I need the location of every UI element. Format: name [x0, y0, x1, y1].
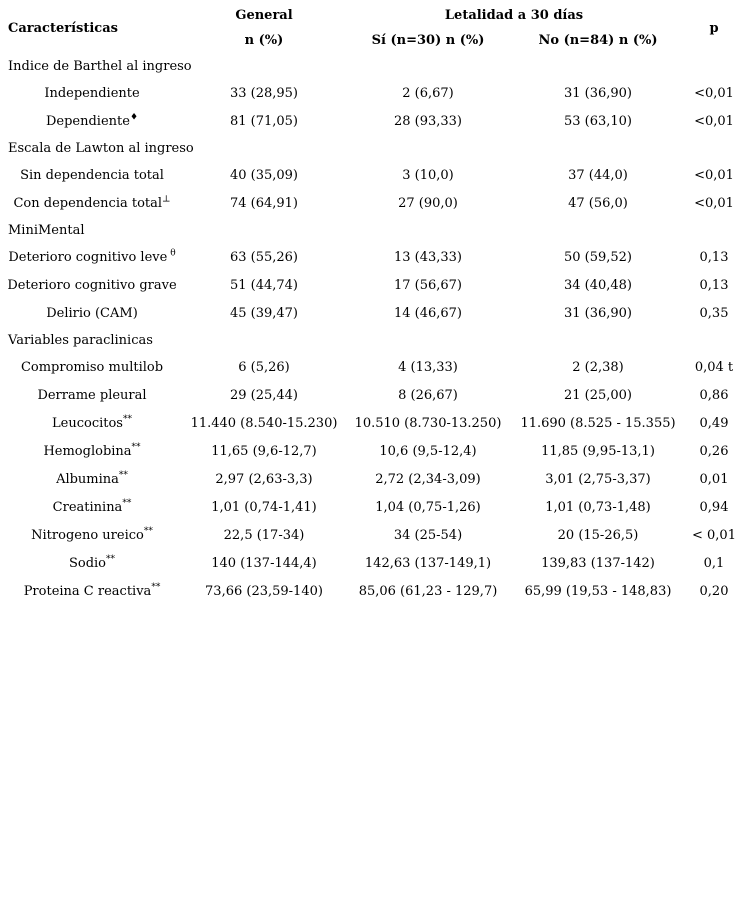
cell-general: 63 (55,26)	[229, 249, 299, 265]
cell-yes: 3 (10,0)	[402, 167, 454, 183]
row-label: Dependiente♦	[45, 112, 139, 129]
cell-general: 45 (39,47)	[229, 305, 299, 321]
table-row	[0, 108, 744, 136]
cell-general: 29 (25,44)	[229, 387, 299, 403]
cell-general: 2,97 (2,63-3,3)	[215, 471, 313, 487]
row-label: Derrame pleural	[37, 387, 147, 403]
cell-no: 21 (25,00)	[563, 387, 633, 403]
cell-general: 6 (5,26)	[238, 359, 290, 375]
column-header-p: p	[709, 20, 719, 36]
cell-no: 139,83 (137-142)	[541, 555, 655, 571]
table-section-row	[0, 328, 744, 354]
footnote-marker: **	[143, 526, 153, 537]
cell-yes: 27 (90,0)	[398, 195, 458, 211]
table-section-row	[0, 136, 744, 162]
footnote-marker: ⊥	[162, 194, 171, 205]
row-label: Leucocitos**	[52, 414, 132, 431]
cell-general: 51 (44,74)	[229, 277, 299, 293]
cell-p: 0,13	[699, 277, 729, 293]
cell-no: 11.690 (8.525 - 15.355)	[520, 415, 676, 431]
table-row	[0, 522, 744, 550]
table-header	[0, 4, 744, 54]
cell-general: 1,01 (0,74-1,41)	[211, 499, 317, 515]
row-label: Delirio (CAM)	[46, 305, 138, 321]
footnote-marker: **	[151, 582, 161, 593]
section-label: MiniMental	[8, 222, 85, 238]
cell-yes: 13 (43,33)	[393, 249, 463, 265]
footnote-marker: **	[131, 442, 141, 453]
cell-yes: 8 (26,67)	[398, 387, 458, 403]
cell-yes: 1,04 (0,75-1,26)	[375, 499, 481, 515]
footnote-marker: **	[122, 414, 132, 425]
cell-p: 0,49	[699, 415, 729, 431]
table-row	[0, 410, 744, 438]
cell-no: 2 (2,38)	[572, 359, 624, 375]
column-header-general-n: n (%)	[244, 33, 284, 49]
cell-general: 74 (64,91)	[229, 195, 299, 211]
row-label: Albumina**	[56, 470, 128, 487]
cell-yes: 14 (46,67)	[393, 305, 463, 321]
cell-yes: 17 (56,67)	[393, 277, 463, 293]
row-label: Compromiso multilob	[20, 359, 164, 375]
row-label: Creatinina**	[52, 498, 132, 515]
cell-no: 1,01 (0,73-1,48)	[545, 499, 651, 515]
cell-general: 73,66 (23,59-140)	[205, 583, 323, 599]
cell-no: 3,01 (2,75-3,37)	[545, 471, 651, 487]
table-body	[0, 54, 744, 606]
cell-yes: 4 (13,33)	[398, 359, 458, 375]
cell-p: 0,35	[699, 305, 729, 321]
cell-yes: 28 (93,33)	[393, 113, 463, 129]
cell-no: 37 (44,0)	[568, 167, 628, 183]
table-section-row	[0, 54, 744, 80]
cell-general: 40 (35,09)	[229, 167, 299, 183]
cell-p: < 0,01	[692, 527, 736, 543]
table-row	[0, 578, 744, 606]
table-row	[0, 272, 744, 300]
cell-p: 0,04 t	[694, 359, 734, 375]
footnote-marker: **	[118, 470, 128, 481]
cell-no: 31 (36,90)	[563, 85, 633, 101]
table-row	[0, 382, 744, 410]
cell-p: 0,86	[699, 387, 729, 403]
table-section-row	[0, 218, 744, 244]
section-label: Variables paraclinicas	[8, 332, 153, 348]
cell-yes: 2,72 (2,34-3,09)	[375, 471, 481, 487]
header-row-1	[0, 4, 744, 29]
row-label: Deterioro cognitivo grave	[7, 277, 177, 293]
cell-yes: 142,63 (137-149,1)	[364, 555, 492, 571]
cell-yes: 10.510 (8.730-13.250)	[354, 415, 502, 431]
table-row	[0, 244, 744, 272]
table-row	[0, 300, 744, 328]
table-row	[0, 466, 744, 494]
table-row	[0, 550, 744, 578]
cell-general: 22,5 (17-34)	[223, 527, 305, 543]
cell-p: <0,01	[694, 113, 734, 129]
column-header-lethality-group: Letalidad a 30 días	[444, 8, 584, 24]
cell-general: 33 (28,95)	[229, 85, 299, 101]
row-label: Proteina C reactiva**	[23, 582, 161, 599]
column-header-general: General	[235, 8, 293, 24]
column-header-no: No (n=84) n (%)	[538, 33, 658, 49]
row-label: Independiente	[44, 85, 140, 101]
table-row	[0, 494, 744, 522]
cell-no: 11,85 (9,95-13,1)	[541, 443, 655, 459]
row-label: Sin dependencia total	[20, 167, 164, 183]
cell-general: 11.440 (8.540-15.230)	[190, 415, 338, 431]
table-row	[0, 80, 744, 108]
cell-no: 65,99 (19,53 - 148,83)	[524, 583, 672, 599]
cell-yes: 10,6 (9,5-12,4)	[379, 443, 477, 459]
row-label: Sodio**	[68, 554, 116, 571]
footnote-marker: **	[122, 498, 132, 509]
cell-no: 50 (59,52)	[563, 249, 633, 265]
cell-yes: 2 (6,67)	[402, 85, 454, 101]
section-label: Escala de Lawton al ingreso	[8, 140, 194, 156]
cell-p: 0,26	[699, 443, 729, 459]
cell-p: 0,20	[699, 583, 729, 599]
cell-general: 11,65 (9,6-12,7)	[211, 443, 317, 459]
cell-p: 0,13	[699, 249, 729, 265]
cell-p: <0,01	[694, 85, 734, 101]
footnote-marker: θ	[167, 248, 176, 259]
cell-yes: 34 (25-54)	[393, 527, 463, 543]
cell-p: <0,01	[694, 195, 734, 211]
row-label: Nitrogeno ureico**	[31, 526, 153, 543]
column-header-yes: Sí (n=30) n (%)	[371, 33, 485, 49]
footnote-marker: ♦	[129, 112, 139, 123]
table-row	[0, 162, 744, 190]
cell-p: <0,01	[694, 167, 734, 183]
footnote-marker: **	[106, 554, 116, 565]
cell-no: 47 (56,0)	[568, 195, 628, 211]
cell-p: 0,01	[699, 471, 729, 487]
cell-p: 0,94	[699, 499, 729, 515]
table-row	[0, 354, 744, 382]
cell-no: 31 (36,90)	[563, 305, 633, 321]
cell-p: 0,1	[703, 555, 725, 571]
section-label: Indice de Barthel al ingreso	[8, 58, 192, 74]
cell-no: 34 (40,48)	[563, 277, 633, 293]
table-row	[0, 190, 744, 218]
cell-yes: 85,06 (61,23 - 129,7)	[358, 583, 498, 599]
column-header-characteristics: Características	[8, 20, 118, 36]
row-label: Con dependencia total⊥	[13, 194, 171, 211]
cell-general: 81 (71,05)	[229, 113, 299, 129]
cell-no: 53 (63,10)	[563, 113, 633, 129]
cell-no: 20 (15-26,5)	[557, 527, 639, 543]
row-label: Hemoglobina**	[43, 442, 141, 459]
characteristics-table	[0, 4, 744, 606]
cell-general: 140 (137-144,4)	[211, 555, 317, 571]
row-label: Deterioro cognitivo leve $^\theta$	[8, 248, 176, 265]
table-row	[0, 438, 744, 466]
